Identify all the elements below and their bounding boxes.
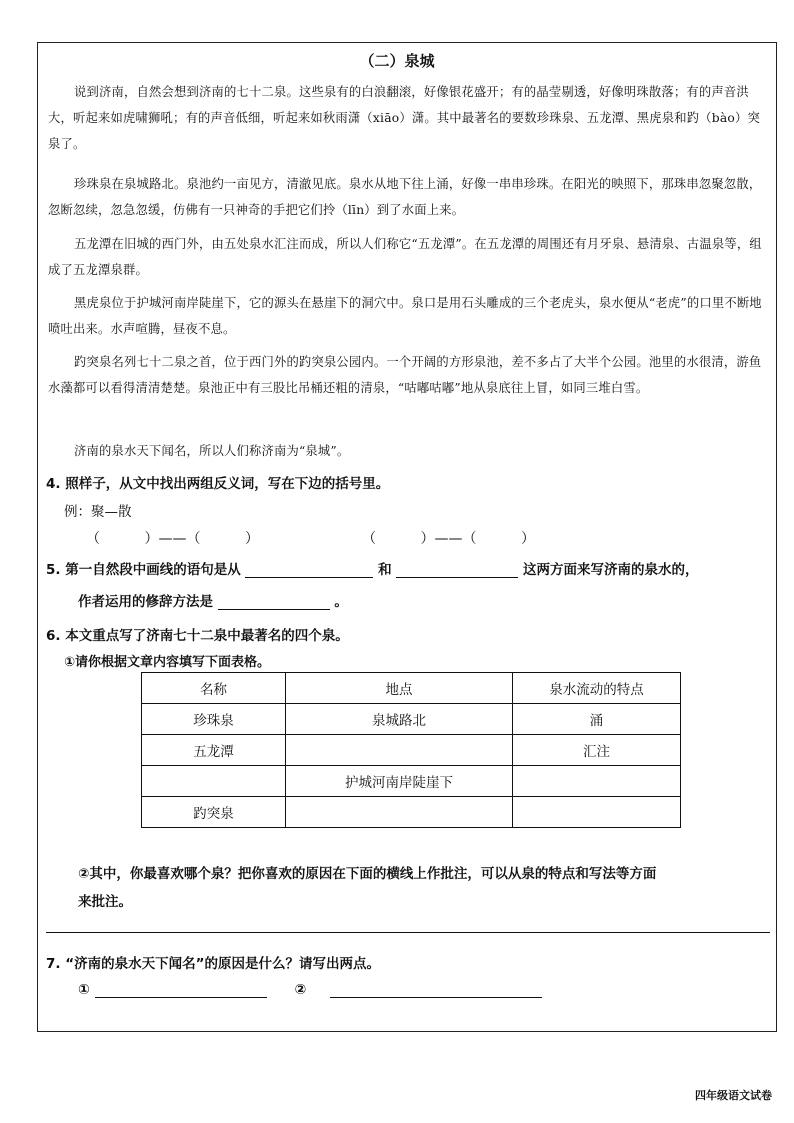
paragraph-1: 说到济南，自然会想到济南的七十二泉。这些泉有的白浪翻滚，好像银花盛开；有的晶莹剔透，好像明珠散落；有的声音洪大，听起来如虎啸狮吼；有的声音低细，听起来如秋雨潇（xiāo）潇。其中最著名的要数珍珠泉、五龙潭、黑虎泉和趵（bào）突泉了。 (48, 85, 760, 151)
table-cell-blank[interactable] (142, 766, 286, 797)
q5-text-c: 作者运用的修辞方法是 (78, 594, 213, 610)
annotation-answer-line[interactable] (46, 932, 770, 933)
q5-text-b: 这两方面来写济南的泉水的， (523, 562, 699, 578)
question-4: 4. 照样子，从文中找出两组反义词，写在下边的括号里。 (46, 476, 390, 492)
table-cell-blank[interactable] (286, 735, 513, 766)
table-cell: 涌 (513, 704, 681, 735)
table-cell: 趵突泉 (142, 797, 286, 828)
antonym-pair-2[interactable]: （ ）——（ ） (362, 531, 536, 547)
paragraph-3: 五龙潭在旧城的西门外，由五处泉水汇注而成，所以人们称它“五龙潭”。在五龙潭的周围还有月牙泉、悬清泉、古温泉等，组成了五龙潭泉群。 (48, 237, 762, 277)
q7-marker-1: ① (78, 982, 90, 998)
question-7-answers (78, 982, 542, 998)
table-row (142, 704, 681, 735)
question-6: 6. 本文重点写了济南七十二泉中最著名的四个泉。 (46, 628, 349, 644)
paragraph-5: 趵突泉名列七十二泉之首，位于西门外的趵突泉公园内。一个开阔的方形泉池，差不多占了大半个公园。池里的水很清，游鱼水藻都可以看得清清楚楚。泉池正中有三股比吊桶还粗的清泉，“咕嘟咕嘟”地从泉底往上冒，如同三堆白雪。 (48, 355, 762, 395)
question-6-sub-2 (78, 860, 770, 916)
question-6-sub-1: ①请你根据文章内容填写下面表格。 (64, 655, 271, 670)
table-cell: 汇注 (513, 735, 681, 766)
q5-blank-rhetoric[interactable] (218, 595, 330, 610)
antonym-pair-1[interactable]: （ ）——（ ） (86, 531, 260, 547)
table-cell: 五龙潭 (142, 735, 286, 766)
q6-sub2-text-b: 来批注。 (78, 894, 132, 910)
table-header-row (142, 673, 681, 704)
q6-sub2-text: ②其中，你最喜欢哪个泉？把你喜欢的原因在下面的横线上作批注，可以从泉的特点和写法等方面 (78, 866, 657, 882)
table-cell: 护城河南岸陡崖下 (286, 766, 513, 797)
table-cell: 珍珠泉 (142, 704, 286, 735)
q7-marker-2: ② (294, 982, 307, 998)
table-header: 地点 (286, 673, 513, 704)
q5-text-a: 5. 第一自然段中画线的语句是从 (46, 562, 241, 578)
table-header: 名称 (142, 673, 286, 704)
q5-text-d: 。 (334, 594, 348, 610)
q5-blank-2[interactable] (396, 563, 518, 578)
paragraph-6: 济南的泉水天下闻名，所以人们称济南为“泉城”。 (74, 444, 350, 458)
table-cell-blank[interactable] (513, 766, 681, 797)
table-cell: 泉城路北 (286, 704, 513, 735)
q7-blank-1[interactable] (95, 983, 267, 998)
q5-blank-1[interactable] (245, 563, 373, 578)
question-5-line-2 (78, 590, 348, 610)
table-row (142, 735, 681, 766)
paragraph-4: 黑虎泉位于护城河南岸陡崖下，它的源头在悬崖下的洞穴中。泉口是用石头雕成的三个老虎头，泉水便从“老虎”的口里不断地喷吐出来。水声喧腾，昼夜不息。 (48, 296, 762, 336)
table-row (142, 766, 681, 797)
section-title: （二）泉城 (359, 52, 435, 70)
table-row (142, 797, 681, 828)
springs-table (141, 672, 681, 828)
table-cell-blank[interactable] (513, 797, 681, 828)
question-4-example: 例：聚—散 (64, 504, 132, 520)
q7-blank-2[interactable] (330, 983, 542, 998)
footer-label: 四年级语文试卷 (695, 1089, 772, 1102)
paragraph-2: 珍珠泉在泉城路北。泉池约一亩见方，清澈见底。泉水从地下往上涌，好像一串串珍珠。在阳光的映照下，那珠串忽聚忽散，忽断忽续，忽急忽缓，仿佛有一只神奇的手把它们拎（līn）到了水面上来。 (48, 177, 762, 217)
question-5-line-1 (46, 558, 699, 578)
question-7: 7. “济南的泉水天下闻名”的原因是什么？请写出两点。 (46, 956, 380, 972)
q5-text-and: 和 (378, 562, 392, 578)
table-cell-blank[interactable] (286, 797, 513, 828)
table-header: 泉水流动的特点 (513, 673, 681, 704)
